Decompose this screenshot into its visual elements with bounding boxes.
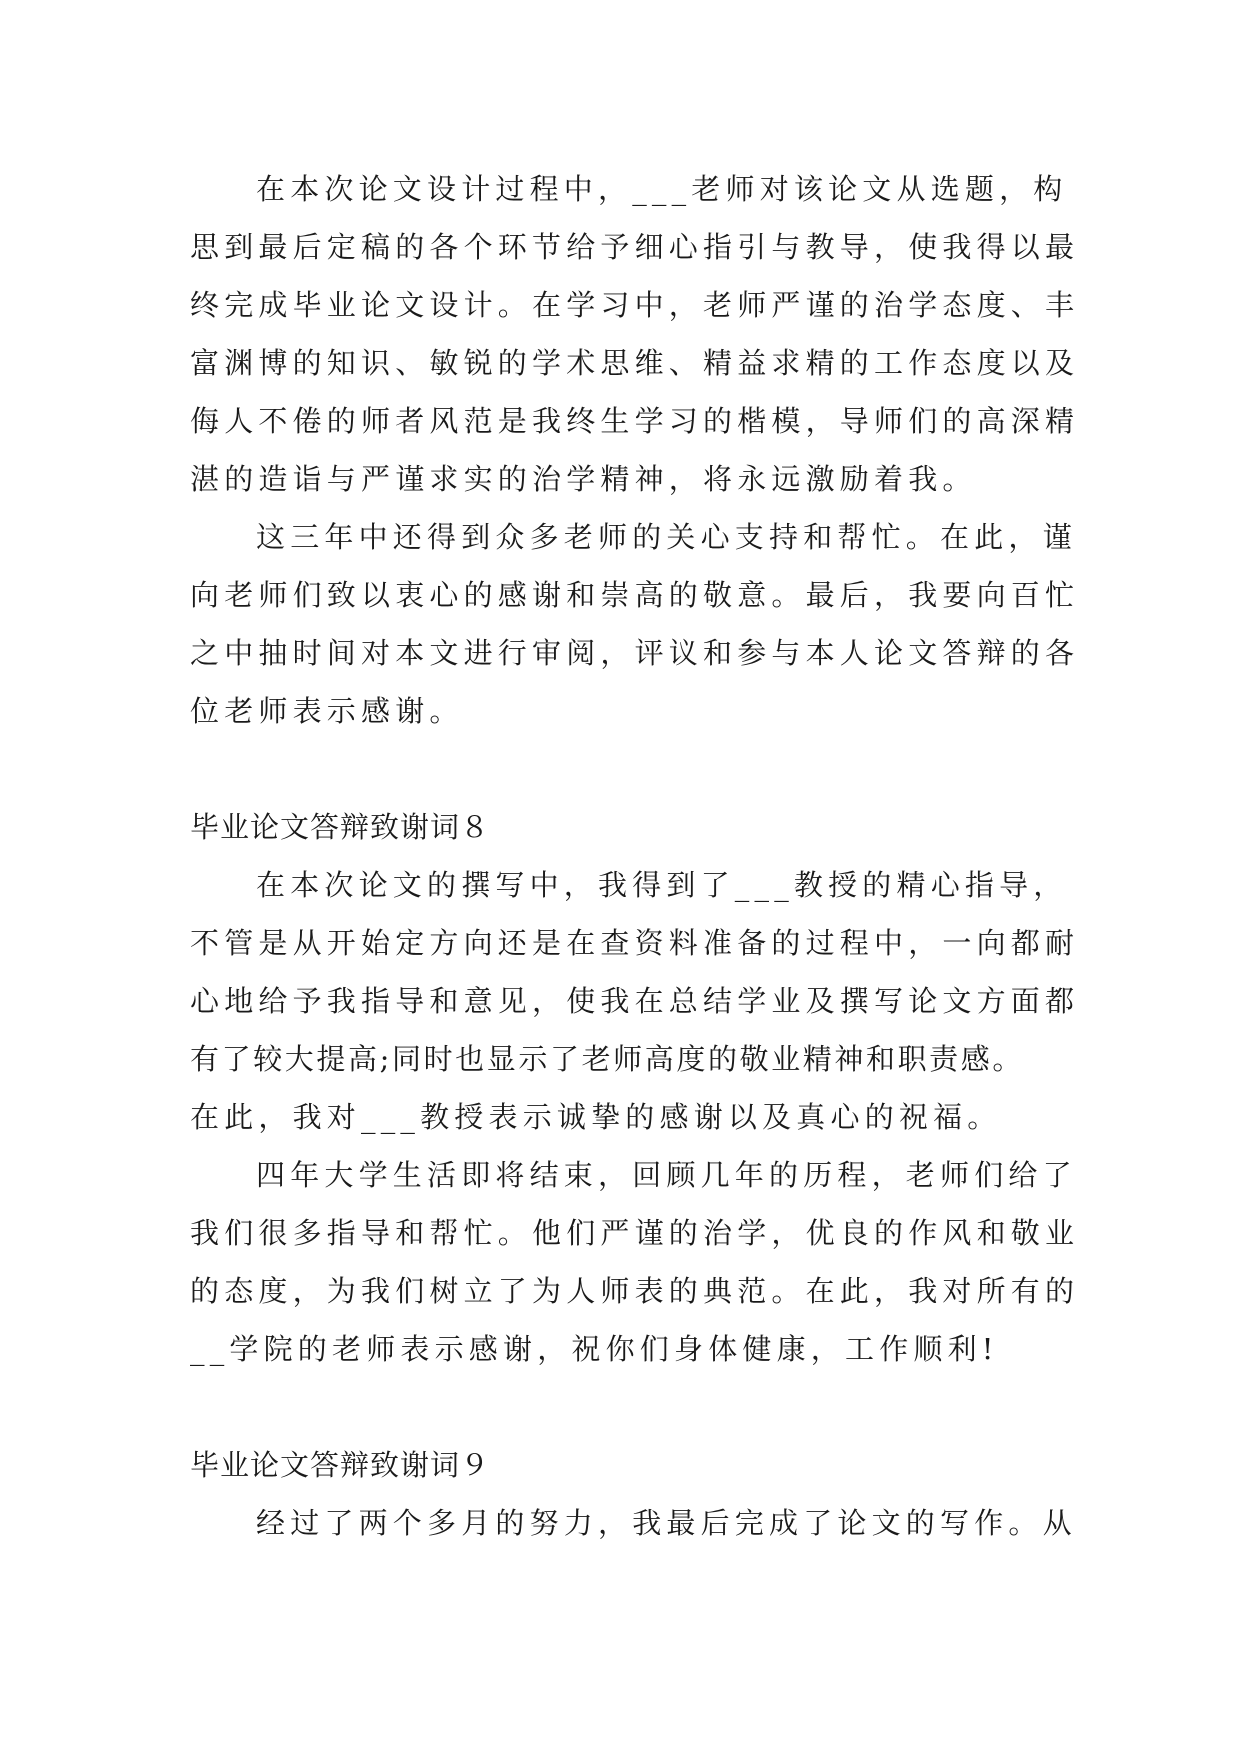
text-line: 这三年中还得到众多老师的关心支持和帮忙。在此，谨 [256, 520, 1077, 554]
section-heading: 毕业论文答辩致谢词８ [190, 810, 491, 844]
text-line: 思到最后定稿的各个环节给予细心指引与教导，使我得以最 [190, 230, 1080, 264]
paragraph [190, 1494, 1077, 1552]
text-line: 终完成毕业论文设计。在学习中，老师严谨的治学态度、丰 [190, 288, 1080, 322]
text-line: 四年大学生活即将结束，回顾几年的历程，老师们给了 [256, 1158, 1077, 1192]
text-line: 向老师们致以衷心的感谢和崇高的敬意。最后，我要向百忙 [190, 578, 1080, 612]
section-acknowledgement-8 [190, 798, 1080, 1378]
text-line: 心地给予我指导和意见，使我在总结学业及撰写论文方面都 [190, 984, 1080, 1018]
text-line: 之中抽时间对本文进行审阅，评议和参与本人论文答辩的各 [190, 636, 1080, 670]
text-line: 在本次论文的撰写中，我得到了___教授的精心指导， [256, 868, 1068, 902]
text-line: 在本次论文设计过程中，___老师对该论文从选题，构 [256, 172, 1068, 206]
text-line: 我们很多指导和帮忙。他们严谨的治学，优良的作风和敬业 [190, 1216, 1080, 1250]
paragraph [190, 856, 1080, 1146]
paragraph [190, 160, 1080, 508]
paragraph [190, 508, 1080, 740]
text-line: 湛的造诣与严谨求实的治学精神，将永远激励着我。 [190, 462, 977, 496]
section-acknowledgement-9 [190, 1436, 1077, 1552]
document-page [190, 160, 1080, 1552]
text-line: 位老师表示感谢。 [190, 694, 464, 728]
section-heading: 毕业论文答辩致谢词９ [190, 1448, 491, 1482]
text-line: 富渊博的知识、敏锐的学术思维、精益求精的工作态度以及 [190, 346, 1080, 380]
section-continuation [190, 160, 1080, 740]
text-line: __学院的老师表示感谢，祝你们身体健康，工作顺利! [190, 1332, 999, 1366]
text-line: 不管是从开始定方向还是在查资料准备的过程中，一向都耐 [190, 926, 1080, 960]
section-gap [190, 740, 1060, 798]
text-line: 经过了两个多月的努力，我最后完成了论文的写作。从 [256, 1506, 1077, 1540]
text-line: 侮人不倦的师者风范是我终生学习的楷模，导师们的高深精 [190, 404, 1080, 438]
text-line: 有了较大提高;同时也显示了老师高度的敬业精神和职责感。 [190, 1042, 1024, 1076]
text-line: 在此，我对___教授表示诚挚的感谢以及真心的祝福。 [190, 1100, 1002, 1134]
paragraph [190, 1146, 1080, 1378]
section-gap [190, 1378, 1060, 1436]
text-line: 的态度，为我们树立了为人师表的典范。在此，我对所有的 [190, 1274, 1080, 1308]
